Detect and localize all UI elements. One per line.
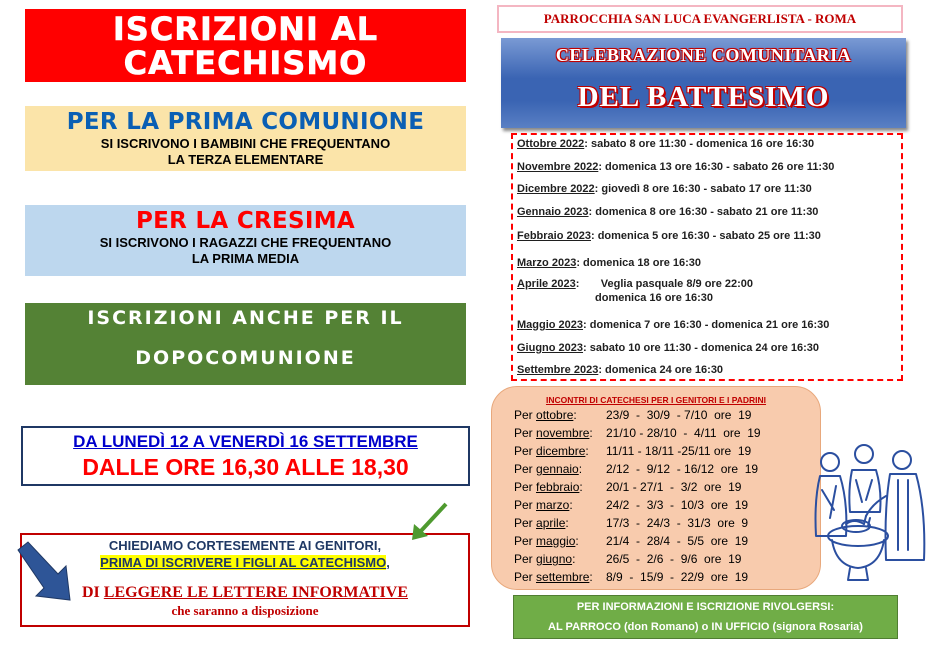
first-communion-heading: PER LA PRIMA COMUNIONE [66, 109, 425, 135]
per-label: Per [514, 480, 537, 494]
schedule-row [517, 161, 834, 173]
catechesis-row [514, 534, 748, 548]
catechesis-row [514, 444, 751, 458]
colon: : [589, 570, 593, 584]
catechesis-month: novembre [536, 426, 590, 440]
per-label: Per [514, 552, 537, 566]
schedule-month: Gennaio 2023 [517, 206, 589, 218]
catechesis-month: maggio [536, 534, 576, 548]
schedule-month: Settembre 2023 [517, 364, 599, 376]
catechism-title-banner [25, 9, 466, 82]
title-line-2: CATECHISMO [123, 44, 368, 82]
registration-days: DA LUNEDÌ 12 A VENERDÌ 16 SETTEMBRE [73, 432, 418, 451]
catechesis-dates: 21/10 - 28/10 - 4/11 ore 19 [606, 426, 761, 440]
colon: : [589, 426, 593, 440]
first-communion-line-1: SI ISCRIVONO I BAMBINI CHE FREQUENTANO [100, 136, 391, 151]
registration-hours: DALLE ORE 16,30 ALLE 18,30 [82, 454, 409, 480]
catechesis-dates: 24/2 - 3/3 - 10/3 ore 19 [606, 498, 749, 512]
catechesis-dates: 23/9 - 30/9 - 7/10 ore 19 [606, 408, 752, 422]
catechesis-row [514, 426, 761, 440]
schedule-text: : domenica 7 ore 16:30 - domenica 21 ore 16:30 [583, 319, 830, 331]
colon: : [585, 444, 589, 458]
catechesis-row [514, 516, 748, 530]
schedule-row [517, 278, 753, 290]
baptism-banner [501, 38, 906, 128]
catechesis-month: gennaio [536, 462, 579, 476]
per-label: Per [514, 444, 537, 458]
schedule-text: : sabato 10 ore 11:30 - domenica 24 ore 16:30 [583, 342, 820, 354]
catechesis-dates: 8/9 - 15/9 - 22/9 ore 19 [606, 570, 749, 584]
catechesis-dates: 2/12 - 9/12 - 16/12 ore 19 [606, 462, 759, 476]
schedule-month: Novembre 2022 [517, 161, 599, 173]
schedule-month: Dicembre 2022 [517, 183, 595, 195]
colon: : [569, 498, 573, 512]
confirmation-box [25, 205, 466, 276]
confirmation-heading: PER LA CRESIMA [135, 208, 356, 234]
notice-line-3 [22, 583, 468, 603]
catechesis-dates: 26/5 - 2/6 - 9/6 ore 19 [606, 552, 742, 566]
first-communion-box [25, 106, 466, 171]
contact-info-box [513, 595, 898, 639]
per-label: Per [514, 462, 537, 476]
contact-info-line-1: PER INFORMAZIONI E ISCRIZIONE RIVOLGERSI: [576, 601, 835, 613]
colon: : [573, 408, 577, 422]
notice-line-1: CHIEDIAMO CORTESEMENTE AI GENITORI, [108, 538, 382, 553]
parents-catechesis-box [491, 386, 821, 590]
post-communion-box [25, 303, 466, 385]
colon: : [572, 552, 576, 566]
catechesis-dates: 21/4 - 28/4 - 5/5 ore 19 [606, 534, 749, 548]
schedule-row [517, 206, 818, 218]
notice-comma: , [386, 555, 390, 570]
first-communion-line-2: LA TERZA ELEMENTARE [167, 152, 324, 167]
catechesis-month: febbraio [536, 480, 580, 494]
title-line-1: ISCRIZIONI AL [112, 10, 379, 48]
catechesis-month: marzo [536, 498, 570, 512]
confirmation-line-1: SI ISCRIVONO I RAGAZZI CHE FREQUENTANO [99, 235, 392, 250]
notice-highlight: PRIMA DI ISCRIVERE I FIGLI AL CATECHISMO [100, 555, 387, 570]
colon: : [579, 480, 583, 494]
baptism-illustration-icon [806, 440, 938, 584]
catechesis-row [514, 408, 751, 422]
parish-name: PARROCCHIA SAN LUCA EVANGERLISTA - ROMA [497, 5, 903, 33]
per-label: Per [514, 534, 537, 548]
schedule-text: : Veglia pasquale 8/9 ore 22:00 [575, 278, 754, 290]
per-label: Per [514, 570, 537, 584]
baptism-line-2: DEL BATTESIMO [577, 81, 830, 113]
catechesis-month: settembre [536, 570, 590, 584]
green-arrow-icon [410, 500, 450, 542]
post-communion-line-1: ISCRIZIONI ANCHE PER IL [87, 307, 404, 329]
catechesis-month: dicembre [536, 444, 586, 458]
notice-prefix: DI [82, 584, 104, 601]
catechesis-dates: 11/11 - 18/11 -25/11 ore 19 [606, 444, 752, 458]
parents-notice-box [20, 533, 470, 627]
confirmation-line-2: LA PRIMA MEDIA [191, 251, 300, 266]
schedule-row [517, 342, 819, 354]
schedule-month: Ottobre 2022 [517, 138, 585, 150]
catechesis-dates: 17/3 - 24/3 - 31/3 ore 9 [606, 516, 749, 530]
schedule-row [517, 319, 829, 331]
per-label: Per [514, 516, 537, 530]
schedule-text: : domenica 24 ore 16:30 [598, 364, 724, 376]
schedule-month: Marzo 2023 [517, 257, 577, 269]
catechesis-row [514, 498, 748, 512]
baptism-line-1: CELEBRAZIONE COMUNITARIA [555, 45, 852, 65]
schedule-month: Giugno 2023 [517, 342, 584, 354]
schedule-text: : domenica 18 ore 16:30 [576, 257, 702, 269]
catechesis-month: ottobre [536, 408, 574, 422]
blue-arrow-icon [12, 540, 72, 602]
schedule-text: : giovedì 8 ore 16:30 - sabato 17 ore 11:30 [594, 183, 812, 195]
schedule-row [517, 138, 814, 150]
catechesis-title: INCONTRI DI CATECHESI PER I GENITORI E I PADRINI [545, 395, 767, 405]
baptism-schedule [511, 133, 903, 381]
catechesis-month: giugno [536, 552, 573, 566]
colon: : [575, 534, 579, 548]
notice-line-2 [22, 554, 468, 571]
post-communion-line-2: DOPOCOMUNIONE [135, 347, 356, 369]
registration-dates-box [21, 426, 470, 486]
catechesis-row [514, 480, 741, 494]
schedule-text: : domenica 8 ore 16:30 - sabato 21 ore 11:30 [588, 206, 819, 218]
contact-info-line-2: AL PARROCO (don Romano) o IN UFFICIO (signora Rosaria) [548, 621, 863, 633]
schedule-row [517, 183, 812, 195]
schedule-text: : sabato 8 ore 11:30 - domenica 16 ore 16:30 [584, 138, 815, 150]
schedule-row [517, 257, 701, 269]
colon: : [578, 462, 583, 476]
schedule-month: Febbraio 2023 [517, 230, 591, 242]
catechesis-row [514, 552, 741, 566]
schedule-month: Maggio 2023 [517, 319, 584, 331]
per-label: Per [514, 408, 537, 422]
catechesis-row [514, 570, 748, 584]
catechesis-row [514, 462, 758, 476]
notice-line-4: che saranno a disposizione [171, 603, 319, 618]
schedule-row [595, 292, 713, 304]
schedule-row [517, 230, 821, 242]
schedule-text: domenica 16 ore 16:30 [595, 292, 714, 304]
schedule-text: : domenica 13 ore 16:30 - sabato 26 ore 11:30 [598, 161, 835, 173]
colon: : [565, 516, 569, 530]
per-label: Per [514, 426, 537, 440]
per-label: Per [514, 498, 537, 512]
catechesis-month: aprile [536, 516, 566, 530]
catechesis-dates: 20/1 - 27/1 - 3/2 ore 19 [606, 480, 742, 494]
schedule-text: : domenica 5 ore 16:30 - sabato 25 ore 11:30 [590, 230, 821, 242]
notice-read-letters: LEGGERE LE LETTERE INFORMATIVE [103, 584, 408, 601]
schedule-month: Aprile 2023 [517, 278, 576, 290]
schedule-row [517, 364, 723, 376]
